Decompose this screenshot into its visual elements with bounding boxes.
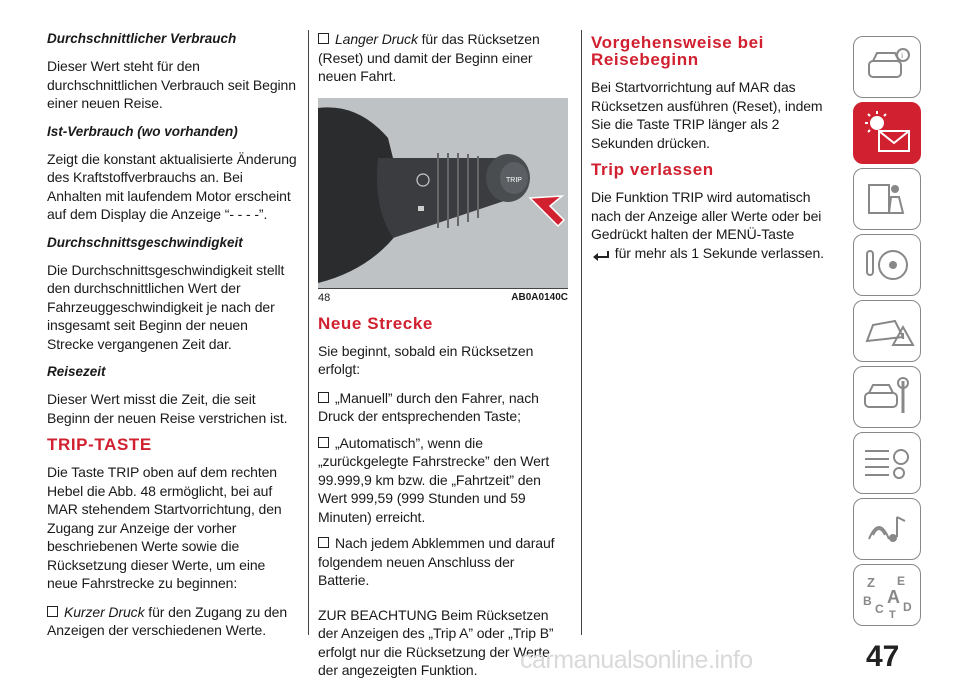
heading-current-consumption: Ist-Verbrauch (wo vorhanden) <box>47 123 238 139</box>
paragraph: Dieser Wert steht für den durchschnittlichen Verbrauch seit Beginn einer neuen Reise. <box>47 58 296 111</box>
svg-text:D: D <box>903 600 912 614</box>
figure-number: 48 <box>318 291 331 304</box>
paragraph-text: Die Funktion TRIP wird automatisch nach der Anzeige aller Werte oder bei Gedrückt halten der MENÜ-Taste <box>591 189 822 242</box>
trip-button-label: TRIP <box>506 176 522 184</box>
checkbox-bullet-icon <box>47 606 58 617</box>
tab-technical-data[interactable] <box>853 432 921 494</box>
checkbox-bullet-icon <box>318 33 329 44</box>
section-heading-trip-start: Vorgehensweise bei Reisebeginn <box>591 33 764 69</box>
column-1 <box>47 30 297 648</box>
paragraph <box>591 188 836 262</box>
paragraph-text: für mehr als 1 Sekunde verlassen. <box>611 244 824 261</box>
svg-text:B: B <box>863 594 872 608</box>
figure-stalk-trip-button <box>318 98 568 288</box>
svg-text:i: i <box>901 51 904 60</box>
paragraph: Die Durchschnittsgeschwindigkeit stellt den durchschnittlichen Wert der Fahrzeuggeschwindigkeit je nach der insgesamt seit Beginn der neuen Strecke vergangenen Zeit dar. <box>47 261 285 352</box>
list-item <box>318 434 568 527</box>
starting-driving-icon <box>859 241 915 289</box>
safety-icon <box>859 175 915 223</box>
section-heading-new-route: Neue Strecke <box>318 313 433 333</box>
bullet-text: „Automatisch”, wenn die „zurückgelegte Fahrstrecke” den Wert 99.999,9 km bzw. die „Fahrtzeit” den Wert 999,59 (999 Stunden und 59 Minuten) erreicht. <box>318 434 550 525</box>
tab-safety[interactable] <box>853 168 921 230</box>
technical-data-icon <box>859 439 915 487</box>
back-arrow-icon <box>591 248 611 260</box>
svg-text:A: A <box>887 587 900 607</box>
heading-travel-time: Reisezeit <box>47 364 106 379</box>
paragraph: Sie beginnt, sobald ein Rücksetzen erfolgt: <box>318 342 534 377</box>
figure-code: AB0A0140C <box>511 291 568 303</box>
svg-text:E: E <box>897 574 906 588</box>
paragraph: Dieser Wert misst die Zeit, die seit Beginn der neuen Reise verstrichen ist. <box>47 391 288 426</box>
column-3 <box>591 30 836 272</box>
checkbox-bullet-icon <box>318 437 329 448</box>
bullet-emphasis: Kurzer Druck <box>64 603 145 620</box>
bullet-text: Nach jedem Abklemmen und darauf folgendem neuen Anschluss der Batterie. <box>318 535 555 588</box>
page-number: 47 <box>866 640 900 673</box>
tab-warning-lights[interactable] <box>853 102 921 164</box>
heading-average-speed: Durchschnittsgeschwindigkeit <box>47 234 243 250</box>
figure-caption <box>318 288 568 304</box>
car-info-icon <box>859 43 915 91</box>
checkbox-bullet-icon <box>318 537 329 548</box>
maintenance-icon <box>859 373 915 421</box>
paragraph: Zeigt die konstant aktualisierte Änderung des Kraftstoffverbrauchs an. Bei Anhalten mit laufendem Motor erscheint auf dem Display die Anzeige “- - - -”. <box>47 150 297 222</box>
bullet-text: für den Zugang zu den Anzeigen der verschiedenen Werte. <box>47 603 288 638</box>
svg-text:T: T <box>889 609 896 619</box>
section-heading-trip-exit: Trip verlassen <box>591 160 714 179</box>
emergency-icon <box>859 307 915 355</box>
bullet-emphasis: Langer Druck <box>335 31 418 47</box>
stalk-illustration <box>318 98 568 288</box>
list-item <box>318 30 568 86</box>
tab-starting-driving[interactable] <box>853 234 921 296</box>
note-paragraph: ZUR BEACHTUNG Beim Rücksetzen der Anzeigen des „Trip A” oder „Trip B” erfolgt nur die Rücksetzung der Werte der angezeigten Funktion. <box>318 606 554 678</box>
tab-car-info[interactable] <box>853 36 921 98</box>
tab-emergency[interactable] <box>853 300 921 362</box>
warning-lights-icon <box>859 109 915 157</box>
index-icon <box>859 571 915 619</box>
list-item <box>318 534 568 590</box>
bullet-text: für das Rücksetzen (Reset) und damit der Beginn einer neuen Fahrt. <box>318 31 540 84</box>
chapter-sidebar <box>853 36 921 630</box>
section-heading-trip-button: TRIP-TASTE <box>47 435 152 454</box>
list-item <box>318 389 568 426</box>
tab-maintenance[interactable] <box>853 366 921 428</box>
list-item <box>47 603 297 640</box>
column-divider <box>308 30 309 635</box>
multimedia-icon <box>859 505 915 553</box>
tab-index[interactable] <box>853 564 921 626</box>
paragraph: Die Taste TRIP oben auf dem rechten Hebel die Abb. 48 ermöglicht, bei auf MAR stehendem Startvorrichtung, den Zugang zur Anzeige der vorher beschriebenen Werte sowie die Rücksetzung dieser Werte, um eine neue Fahrstrecke zu beginnen: <box>47 464 282 591</box>
heading-average-consumption: Durchschnittlicher Verbrauch <box>47 31 237 46</box>
bullet-text: „Manuell” durch den Fahrer, nach Druck der entsprechenden Taste; <box>318 389 539 424</box>
svg-text:Z: Z <box>867 575 875 590</box>
checkbox-bullet-icon <box>318 392 329 403</box>
watermark: carmanualsonline.info <box>520 646 753 674</box>
svg-text:C: C <box>875 602 884 616</box>
column-divider <box>581 30 582 635</box>
tab-multimedia[interactable] <box>853 498 921 560</box>
paragraph: Bei Startvorrichtung auf MAR das Rücksetzen ausführen (Reset), indem Sie die Taste TRIP länger als 2 Sekunden drücken. <box>591 79 823 151</box>
column-2 <box>318 30 568 690</box>
